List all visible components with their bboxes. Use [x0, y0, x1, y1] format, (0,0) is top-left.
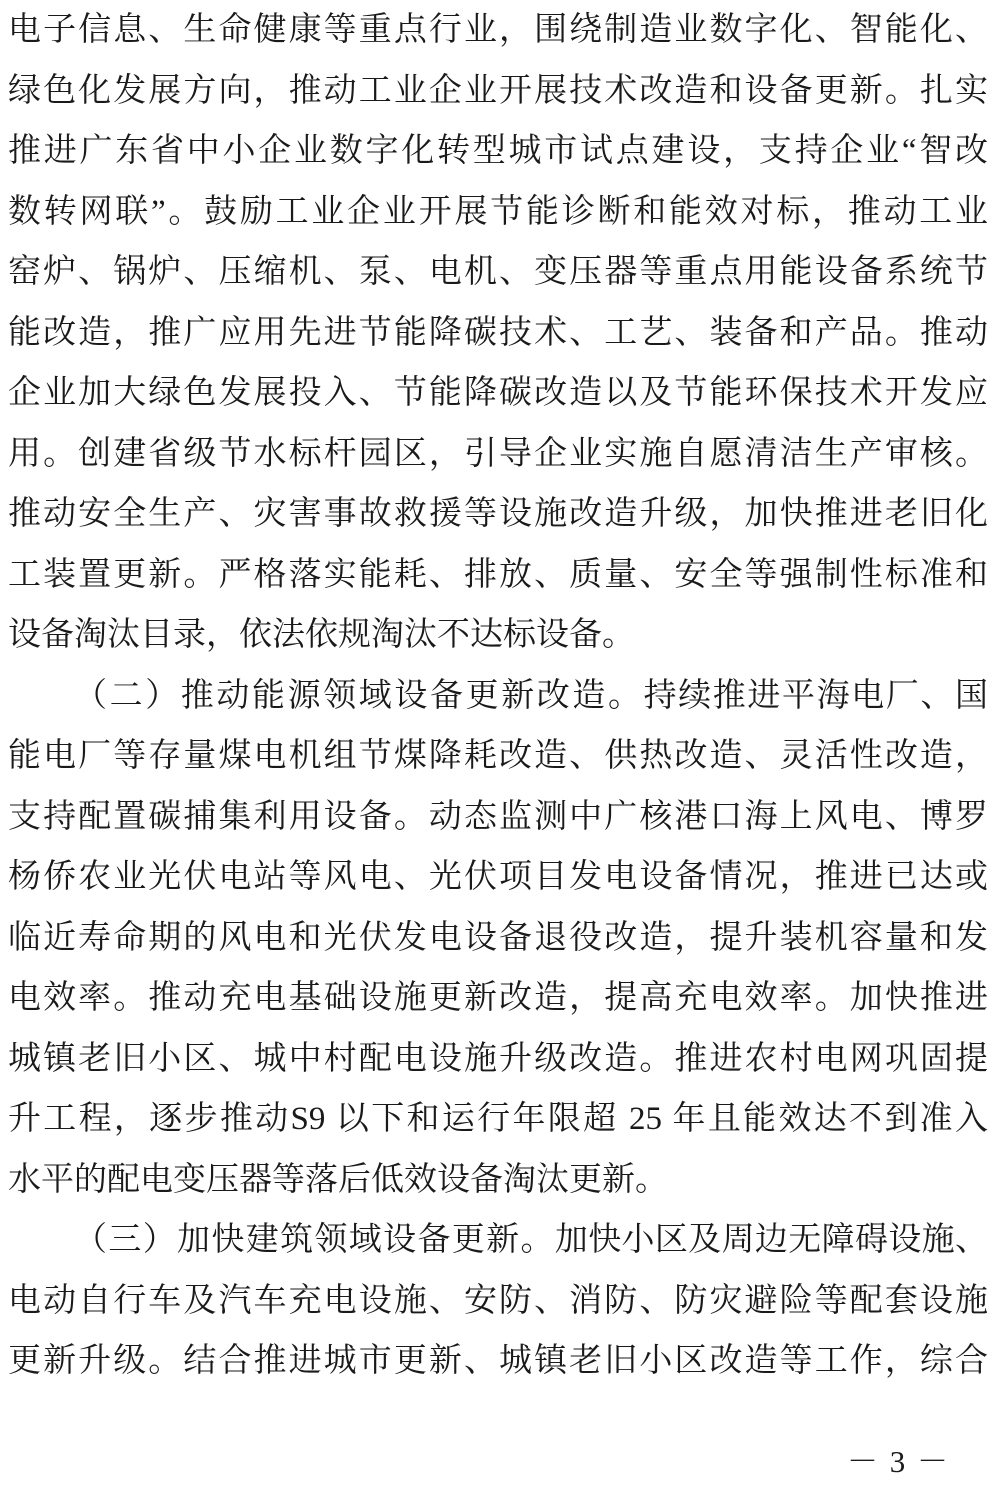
text-line — [8, 1271, 988, 1332]
text-line-paragraph-end — [8, 1150, 988, 1211]
page-number: － 3 － — [847, 1444, 950, 1479]
line-text: 推动安全生产、灾害事故救援等设施改造升级，加快推进老旧化 — [8, 496, 988, 532]
line-text: 数转网联”。鼓励工业企业开展节能诊断和能效对标，推动工业 — [8, 193, 988, 230]
line-text: 电效率。推动充电基础设施更新改造，提高充电效率。加快推进 — [8, 980, 988, 1016]
text-line-paragraph-end — [8, 605, 988, 666]
line-text: 水平的配电变压器等落后低效设备淘汰更新。 — [8, 1161, 668, 1198]
line-text: 更新升级。结合推进城市更新、城镇老旧小区改造等工作，综合 — [8, 1343, 988, 1379]
line-text: 用。创建省级节水标杆园区，引导企业实施自愿清洁生产审核。 — [8, 435, 988, 472]
line-text: 窑炉、锅炉、压缩机、泵、电机、变压器等重点用能设备系统节 — [8, 254, 988, 290]
line-text: 临近寿命期的风电和光伏发电设备退役改造，提升装机容量和发 — [8, 919, 988, 956]
text-line — [8, 121, 988, 182]
line-text: 支持配置碳捕集利用设备。动态监测中广核港口海上风电、博罗 — [8, 798, 988, 835]
line-text: 城镇老旧小区、城中村配电设施升级改造。推进农村电网巩固提 — [8, 1040, 988, 1077]
text-line — [8, 787, 988, 848]
section-heading: （二）推动能源领域设备更新改造。 — [74, 677, 644, 714]
text-line — [8, 968, 988, 1029]
line-text: 绿色化发展方向，推动工业企业开展技术改造和设备更新。扎实 — [8, 72, 988, 109]
text-line — [8, 1029, 988, 1090]
text-line — [8, 545, 988, 606]
line-text: 企业加大绿色发展投入、节能降碳改造以及节能环保技术开发应 — [8, 375, 988, 411]
text-line — [8, 424, 988, 485]
text-line — [8, 303, 988, 364]
text-line-section-start — [8, 666, 988, 727]
text-line — [8, 61, 988, 122]
line-text: 工装置更新。严格落实能耗、排放、质量、安全等强制性标准和 — [8, 556, 988, 593]
line-text: 持续推进平海电厂、国 — [643, 677, 988, 714]
section-heading: （三）加快建筑领域设备更新。 — [74, 1222, 555, 1258]
line-text: 杨侨农业光伏电站等风电、光伏项目发电设备情况，推进已达或 — [8, 859, 988, 895]
text-line — [8, 242, 988, 303]
text-line — [8, 0, 988, 61]
line-text: 能电厂等存量煤电机组节煤降耗改造、供热改造、灵活性改造， — [8, 738, 988, 774]
text-line — [8, 847, 988, 908]
text-line — [8, 908, 988, 969]
text-line — [8, 726, 988, 787]
line-text: 能改造，推广应用先进节能降碳技术、工艺、装备和产品。推动 — [8, 314, 988, 351]
text-line — [8, 484, 988, 545]
line-text: 加快小区及周边无障碍设施、 — [554, 1222, 988, 1258]
line-text: 电动自行车及汽车充电设施、安防、消防、防灾避险等配套设施 — [8, 1282, 988, 1319]
text-line — [8, 1089, 988, 1150]
line-text: 升工程，逐步推动S9 以下和运行年限超 25 年且能效达不到准入 — [8, 1101, 988, 1137]
line-text: 推进广东省中小企业数字化转型城市试点建设，支持企业“智改 — [8, 133, 988, 169]
text-line — [8, 363, 988, 424]
text-line — [8, 1331, 988, 1392]
line-text: 设备淘汰目录，依法依规淘汰不达标设备。 — [8, 617, 635, 653]
text-line — [8, 182, 988, 243]
line-text: 电子信息、生命健康等重点行业，围绕制造业数字化、智能化、 — [8, 12, 988, 48]
text-line-section-start — [8, 1210, 988, 1271]
